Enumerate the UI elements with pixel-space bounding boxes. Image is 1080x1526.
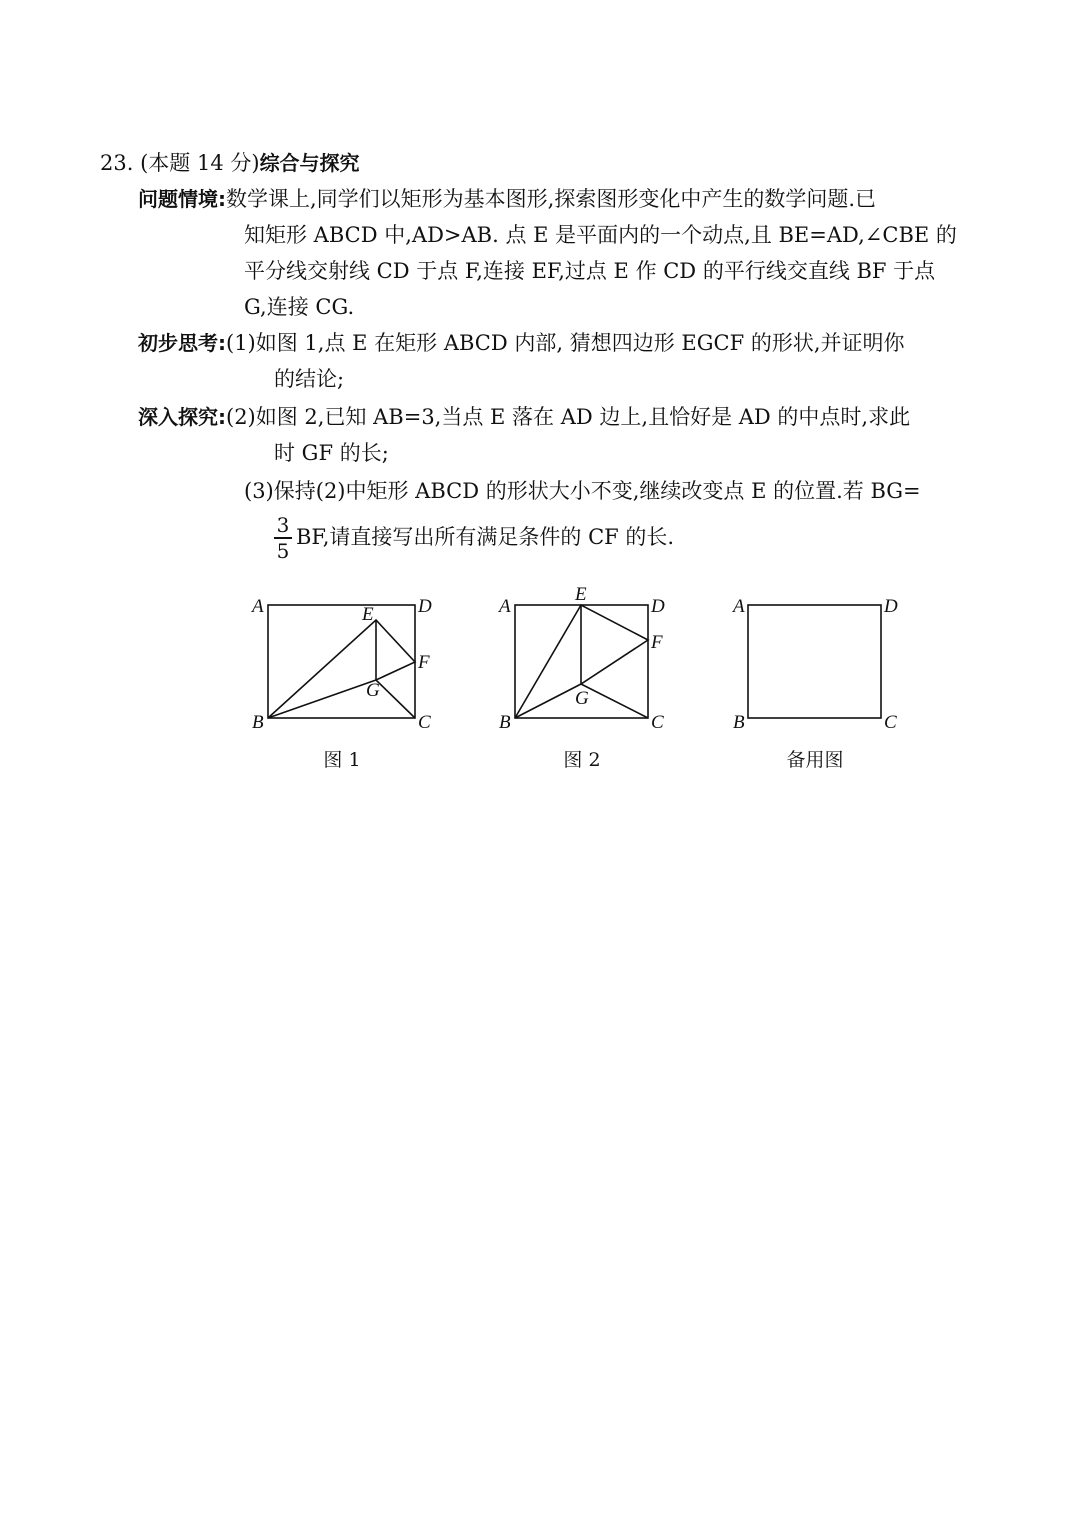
deep-line-1 [138,402,910,432]
figure-2 [497,584,665,733]
question-score: (本题 14 分) [140,151,260,175]
fig1-caption: 图 1 [323,749,361,771]
initial-label: 初步思考: [138,331,226,355]
fig1-label-c: C [418,712,431,733]
fig1-label-g: G [366,680,380,701]
deep-line-2: 时 GF 的长; [274,441,389,465]
question-title: 综合与探究 [259,151,360,175]
fig2-label-b: B [499,712,511,733]
fig3-label-a: A [733,596,745,617]
fig2-label-g: G [575,688,589,709]
fig1-label-b: B [252,712,264,733]
figure-1 [250,596,432,733]
fig1-lines-be-ef-bf [268,620,415,718]
fig2-caption: 图 2 [563,749,601,771]
situation-line-1 [138,184,876,214]
deep-line-3: (3)保持(2)中矩形 ABCD 的形状大小不变,继续改变点 E 的位置.若 BG= [244,479,921,503]
fig1-line-gc [376,680,415,718]
fig3-rectangle [748,605,881,718]
figure-3 [731,596,898,733]
initial-line-1 [138,328,905,358]
fig3-label-c: C [884,712,897,733]
fig1-label-f: F [418,652,430,673]
deep-text-1: (2)如图 2,已知 AB=3,当点 E 落在 AD 边上,且恰好是 AD 的中点时,求此 [226,405,911,429]
situation-line-3: 平分线交射线 CD 于点 F,连接 EF,过点 E 作 CD 的平行线交直线 BF 于点 [244,259,936,283]
fig2-label-e: E [575,584,587,605]
situation-line-2: 知矩形 ABCD 中,AD>AB. 点 E 是平面内的一个动点,且 BE=AD,∠CBE 的 [244,223,957,247]
fig1-label-a: A [252,596,264,617]
fig3-label-b: B [733,712,745,733]
fig2-label-c: C [651,712,664,733]
fig2-label-a: A [499,596,511,617]
fig3-label-d: D [884,596,898,617]
fig1-label-d: D [418,596,432,617]
deep-line-4: BF,请直接写出所有满足条件的 CF 的长. [296,525,675,549]
situation-text-1: 数学课上,同学们以矩形为基本图形,探索图形变化中产生的数学问题.已 [226,187,877,211]
initial-line-2: 的结论; [274,367,345,391]
fig1-rectangle [268,605,415,718]
deep-label: 深入探究: [138,405,226,429]
fig2-line-gc [581,684,648,718]
fig2-label-d: D [651,596,665,617]
question-number: 23. [100,151,134,175]
fraction-denominator: 5 [276,539,290,563]
fraction-numerator: 3 [276,513,290,537]
situation-label: 问题情境: [138,187,226,211]
fig2-label-f: F [651,632,663,653]
situation-line-4: G,连接 CG. [244,295,355,319]
fig1-label-e: E [362,604,374,625]
question-header [100,148,360,178]
initial-text-1: (1)如图 1,点 E 在矩形 ABCD 内部, 猜想四边形 EGCF 的形状,并证明你 [226,331,905,355]
fig3-caption: 备用图 [786,749,844,771]
